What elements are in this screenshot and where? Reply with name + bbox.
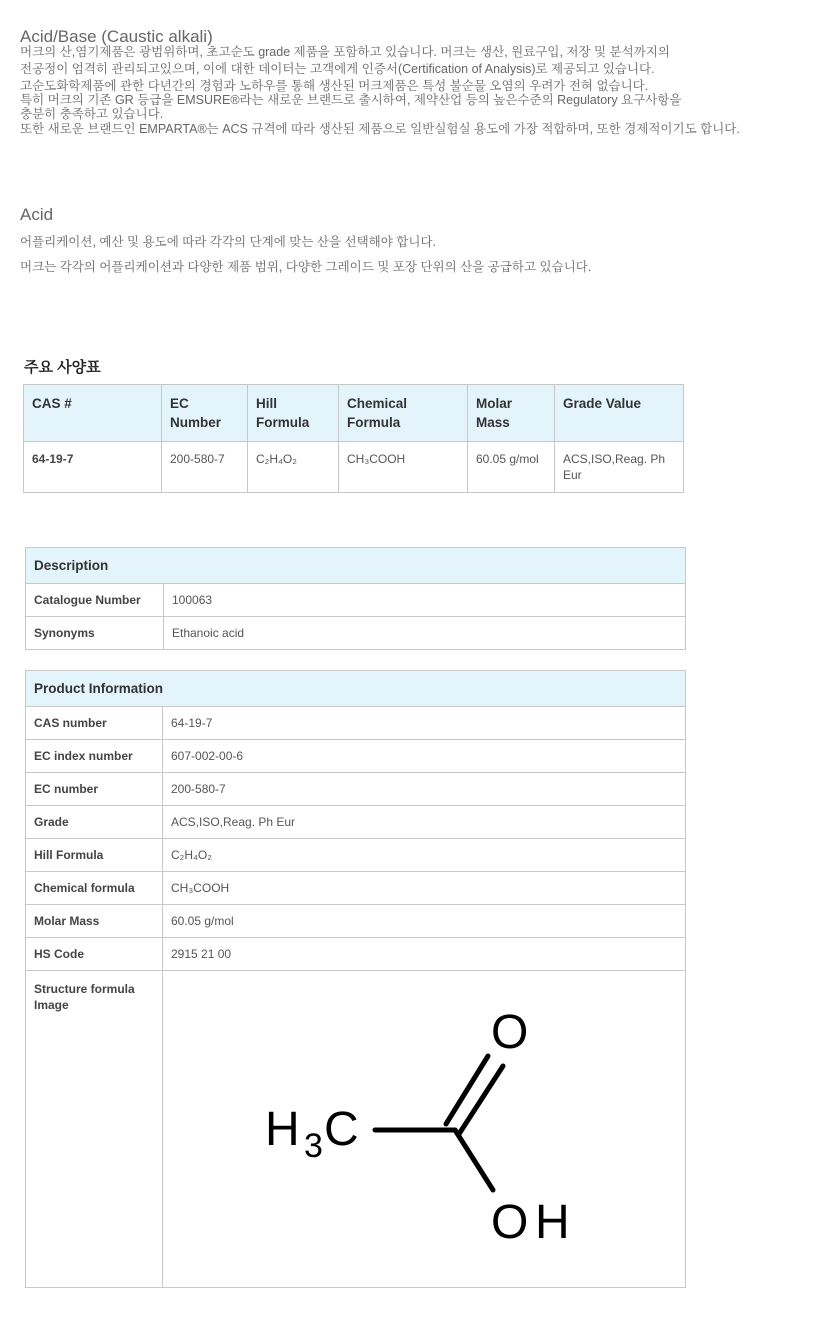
- ec-number-label: EC number: [26, 773, 163, 806]
- synonyms-label: Synonyms: [26, 617, 164, 650]
- c-o-double-bond-2: [459, 1066, 503, 1134]
- acid-line-2: 머크는 각각의 어플리케이션과 다양한 제품 범위, 다양한 그레이드 및 포장 단위의 산을 공급하고 있습니다.: [20, 260, 592, 274]
- spec-cell-hill: C₂H₄O₂: [248, 442, 339, 493]
- spec-table: [23, 384, 684, 493]
- cas-number-value: 64-19-7: [163, 707, 686, 740]
- grade-label: Grade: [26, 806, 163, 839]
- table-row: [26, 740, 686, 773]
- spec-header-chemical: Chemical Formula: [339, 385, 468, 442]
- h3c-c-label: C: [324, 1103, 359, 1156]
- spec-header-molar: Molar Mass: [468, 385, 555, 442]
- table-row: [26, 773, 686, 806]
- table-row: [26, 806, 686, 839]
- hill-formula-label: Hill Formula: [26, 839, 163, 872]
- spec-cell-ec: 200-580-7: [162, 442, 248, 493]
- spec-header-ec: EC Number: [162, 385, 248, 442]
- intro-title: Acid/Base (Caustic alkali): [20, 27, 213, 46]
- molar-mass-label: Molar Mass: [26, 905, 163, 938]
- chemical-formula-value: CH₃COOH: [163, 872, 686, 905]
- description-table: [25, 547, 686, 650]
- molar-mass-value: 60.05 g/mol: [163, 905, 686, 938]
- synonyms-value: Ethanoic acid: [164, 617, 686, 650]
- bond-lines: [375, 1056, 503, 1190]
- intro-line-2: 전공정이 엄격히 관리되고있으며, 이에 대한 데이터는 고객에게 인증서(Certification of Analysis)로 제공되고 있습니다.: [20, 62, 655, 76]
- spec-cell-cas: 64-19-7: [24, 442, 162, 493]
- intro-line-1: 머크의 산,염기제품은 광범위하며, 초고순도 grade 제품을 포함하고 있습니다. 머크는 생산, 원료구입, 저장 및 분석까지의: [20, 45, 670, 59]
- table-row: [26, 584, 686, 617]
- table-row: [26, 971, 686, 1288]
- chemical-formula-label: Chemical formula: [26, 872, 163, 905]
- ec-number-value: 200-580-7: [163, 773, 686, 806]
- structure-formula-label: Structure formula Image: [26, 971, 163, 1288]
- acid-line-1: 어플리케이션, 예산 및 용도에 따라 각각의 단계에 맞는 산을 선택해야 합니다.: [20, 235, 437, 249]
- ec-index-value: 607-002-00-6: [163, 740, 686, 773]
- c-o-double-bond-1: [446, 1056, 488, 1124]
- catalogue-number-value: 100063: [164, 584, 686, 617]
- ec-index-label: EC index number: [26, 740, 163, 773]
- hydroxyl-h-label: H: [535, 1196, 570, 1249]
- table-row: [26, 839, 686, 872]
- intro-line-5: 충분히 충족하고 있습니다.: [20, 107, 164, 121]
- catalogue-number-label: Catalogue Number: [26, 584, 164, 617]
- table-row: [26, 872, 686, 905]
- spec-heading: 주요 사양표: [24, 359, 101, 376]
- structure-formula-image: [163, 971, 686, 1288]
- cas-number-label: CAS number: [26, 707, 163, 740]
- spec-header-grade: Grade Value: [555, 385, 684, 442]
- spec-header-hill: Hill Formula: [248, 385, 339, 442]
- h3c-h-label: H: [265, 1103, 300, 1156]
- spec-cell-grade: ACS,ISO,Reag. Ph Eur: [555, 442, 684, 493]
- hs-code-value: 2915 21 00: [163, 938, 686, 971]
- hill-formula-value: C₂H₄O₂: [163, 839, 686, 872]
- intro-line-4: 특히 머크의 기존 GR 등급을 EMSURE®라는 새로운 브랜드로 출시하여, 제약산업 등의 높은수준의 Regulatory 요구사항을: [20, 93, 682, 107]
- table-row: [26, 938, 686, 971]
- description-heading: Description: [26, 548, 686, 584]
- product-info-heading: Product Information: [26, 671, 686, 707]
- table-row: [24, 442, 684, 493]
- spec-cell-chemical: CH₃COOH: [339, 442, 468, 493]
- grade-value: ACS,ISO,Reag. Ph Eur: [163, 806, 686, 839]
- hs-code-label: HS Code: [26, 938, 163, 971]
- acid-title: Acid: [20, 205, 54, 224]
- product-info-table: [25, 670, 686, 1288]
- h3c-subscript-label: 3: [304, 1127, 323, 1165]
- spec-header-cas: CAS #: [24, 385, 162, 442]
- c-oh-bond: [455, 1130, 493, 1190]
- table-row: [26, 617, 686, 650]
- table-row: [26, 905, 686, 938]
- spec-header-row: [24, 385, 684, 442]
- intro-line-3: 고순도화학제품에 관한 다년간의 경험과 노하우를 통해 생산된 머크제품은 특성 불순물 오염의 우려가 전혀 없습니다.: [20, 79, 649, 93]
- oxygen-top-label: O: [491, 1006, 529, 1059]
- spec-cell-molar: 60.05 g/mol: [468, 442, 555, 493]
- table-row: [26, 707, 686, 740]
- acetic-acid-structure: [163, 971, 685, 1287]
- hydroxyl-o-label: O: [491, 1196, 529, 1249]
- intro-line-6: 또한 새로운 브랜드인 EMPARTA®는 ACS 규격에 따라 생산된 제품으로 일반실험실 용도에 가장 적합하며, 또한 경제적이기도 합니다.: [20, 122, 740, 136]
